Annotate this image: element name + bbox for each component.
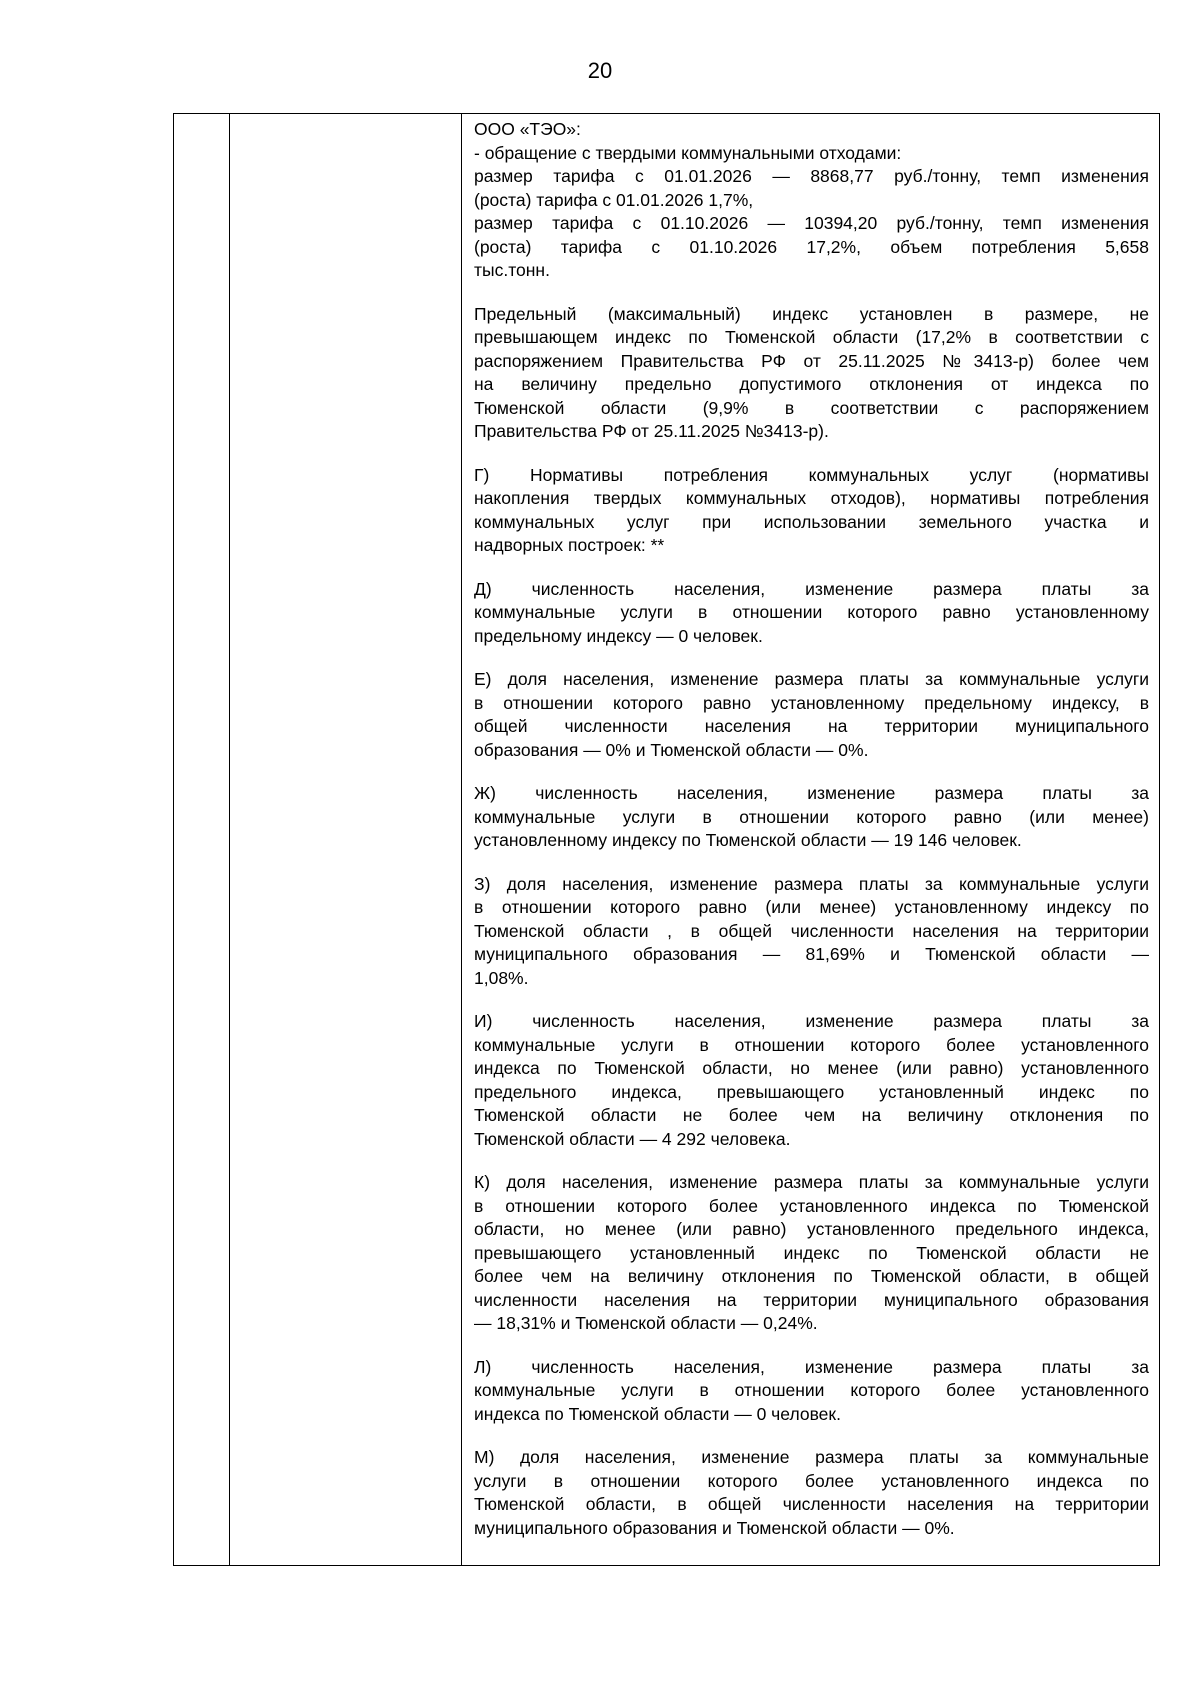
text-line: Тюменской области не более чем на величину отклонения по: [474, 1105, 1149, 1125]
text-line: распоряжением Правительства РФ от 25.11.2025 №3413-р) более чем: [474, 350, 1149, 371]
text-line: — 18,31% и Тюменской области — 0,24%.: [474, 1313, 818, 1333]
text-line: Тюменской области (9,9% в соответствии с распоряжением: [474, 397, 1149, 418]
text-line: (роста) тарифа с 01.01.2026 1,7%,: [474, 189, 754, 210]
text-line: тыс.тонн.: [474, 260, 550, 280]
text-line: установленному индексу по Тюменской области — 19 146 человек.: [474, 830, 1022, 850]
text-line: 1,08%.: [474, 967, 529, 988]
text-line: Правительства РФ от 25.11.2025 №3413-р).: [474, 421, 829, 441]
text-line: индекса по Тюменской области — 0 человек.: [474, 1403, 841, 1424]
text-paragraph: [474, 464, 1149, 558]
text-line: (роста) тарифа с 01.10.2026 17,2%, объем потребления 5,658: [474, 236, 1149, 257]
text-line: Е) доля населения, изменение размера платы за коммунальные услуги: [474, 669, 1149, 689]
text-line: индекса по Тюменской области, но менее (или равно) установленного: [474, 1058, 1149, 1078]
text-line: образования — 0% и Тюменской области — 0%.: [474, 739, 869, 760]
text-paragraph: [474, 303, 1149, 444]
text-line: И) численность населения, изменение размера платы за: [474, 1011, 1149, 1031]
text-line: надворных построек: **: [474, 535, 665, 555]
text-line: Д) численность населения, изменение размера платы за: [474, 578, 1149, 599]
text-paragraph: [474, 782, 1149, 853]
text-line: Предельный (максимальный) индекс установлен в размере, не: [474, 303, 1149, 324]
text-line: более чем на величину отклонения по Тюменской области, в общей: [474, 1266, 1149, 1286]
column-divider-number: [229, 114, 230, 1565]
content-cell: [474, 118, 1149, 1560]
text-line: накопления твердых коммунальных отходов), нормативы потребления: [474, 488, 1149, 508]
text-paragraph: [474, 1010, 1149, 1151]
text-line: превышающего установленный индекс по Тюменской области не: [474, 1242, 1149, 1263]
text-paragraph: [474, 668, 1149, 762]
text-line: в отношении которого равно установленному предельному индексу, в: [474, 692, 1149, 713]
text-line: муниципального образования — 81,69% и Тюменской области —: [474, 944, 1149, 964]
column-divider-title: [461, 114, 462, 1565]
text-line: в отношении которого равно (или менее) установленному индексу по: [474, 897, 1149, 917]
text-line: Г) Нормативы потребления коммунальных услуг (нормативы: [474, 464, 1149, 485]
text-line: численности населения на территории муниципального образования: [474, 1289, 1149, 1310]
text-line: М) доля населения, изменение размера платы за коммунальные: [474, 1447, 1149, 1467]
text-line: коммунальных услуг при использовании земельного участка и: [474, 511, 1149, 532]
text-line: превышающем индекс по Тюменской области (17,2% в соответствии с: [474, 327, 1149, 347]
text-line: на величину предельно допустимого отклонения от индекса по: [474, 374, 1149, 394]
text-line: - обращение с твердыми коммунальными отходами:: [474, 142, 902, 163]
text-paragraph: [474, 1356, 1149, 1427]
text-line: З) доля населения, изменение размера платы за коммунальные услуги: [474, 873, 1149, 894]
text-line: предельному индексу — 0 человек.: [474, 625, 763, 646]
text-line: в отношении которого более установленного индекса по Тюменской: [474, 1195, 1149, 1216]
text-line: ООО «ТЭО»:: [474, 119, 581, 139]
text-line: коммунальные услуги в отношении которого более установленного: [474, 1380, 1149, 1400]
text-line: услуги в отношении которого более установленного индекса по: [474, 1470, 1149, 1491]
text-line: коммунальные услуги в отношении которого равно установленному: [474, 602, 1149, 622]
text-paragraph: [474, 873, 1149, 991]
text-line: Тюменской области — 4 292 человека.: [474, 1128, 791, 1149]
text-line: размер тарифа с 01.10.2026 — 10394,20 руб./тонну, темп изменения: [474, 213, 1149, 233]
text-paragraph: [474, 1171, 1149, 1336]
text-line: коммунальные услуги в отношении которого равно (или менее): [474, 806, 1149, 827]
text-line: коммунальные услуги в отношении которого более установленного: [474, 1034, 1149, 1055]
text-line: Ж) численность населения, изменение размера платы за: [474, 783, 1149, 803]
page-number: 20: [587, 58, 613, 83]
text-paragraph: [474, 118, 1149, 283]
text-line: муниципального образования и Тюменской области — 0%.: [474, 1517, 955, 1538]
text-line: Л) численность населения, изменение размера платы за: [474, 1356, 1149, 1377]
text-line: общей численности населения на территории муниципального: [474, 716, 1149, 736]
text-paragraph: [474, 1446, 1149, 1540]
text-line: предельного индекса, превышающего установленный индекс по: [474, 1081, 1149, 1102]
document-table: [173, 113, 1160, 1566]
text-line: Тюменской области, в общей численности населения на территории: [474, 1494, 1149, 1514]
text-line: размер тарифа с 01.01.2026 — 8868,77 руб./тонну, темп изменения: [474, 166, 1149, 186]
text-line: Тюменской области , в общей численности населения на территории: [474, 920, 1149, 941]
text-line: области, но менее (или равно) установленного предельного индекса,: [474, 1219, 1149, 1239]
text-paragraph: [474, 578, 1149, 649]
text-line: К) доля населения, изменение размера платы за коммунальные услуги: [474, 1172, 1149, 1192]
